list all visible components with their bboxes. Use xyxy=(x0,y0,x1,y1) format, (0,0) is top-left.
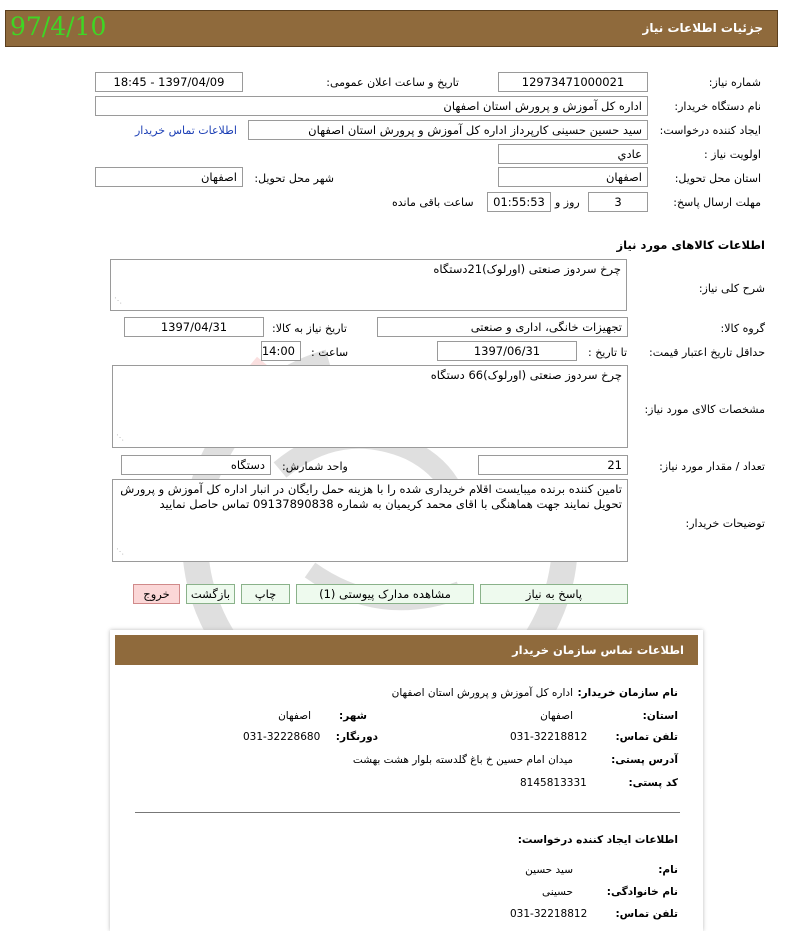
group-field: تجهیزات خانگی، اداری و صنعتی xyxy=(377,317,628,337)
validity-date-field: 1397/06/31 xyxy=(437,341,577,361)
deadline-days-unit: روز و xyxy=(555,196,580,209)
org-value: اداره کل آموزش و پرورش استان اصفهان xyxy=(391,687,573,699)
creator-phone-label: تلفن تماس: xyxy=(615,908,678,920)
address-label: آدرس پستی: xyxy=(611,754,678,766)
deadline-days-field: 3 xyxy=(588,192,648,212)
org-label: نام سازمان خریدار: xyxy=(577,687,678,699)
contact-fax-label: دورنگار: xyxy=(335,731,378,743)
summary-text: چرخ سردوز صنعتی (اورلوک)21دستگاه xyxy=(433,262,621,276)
unit-field: دستگاه xyxy=(121,455,271,475)
need-number-field: 12973471000021 xyxy=(498,72,648,92)
contact-fax-value: 031-32228680 xyxy=(243,731,321,743)
validity-label: حداقل تاریخ اعتبار قیمت: xyxy=(649,346,765,359)
city-field: اصفهان xyxy=(95,167,243,187)
province-label: استان محل تحویل: xyxy=(674,172,761,185)
requester-label: ایجاد کننده درخواست: xyxy=(659,124,761,137)
specs-textarea[interactable] xyxy=(112,365,628,448)
goods-section-title: اطلاعات کالاهای مورد نیاز xyxy=(616,238,765,252)
header-bar xyxy=(5,10,778,47)
deadline-remaining-label: ساعت باقی مانده xyxy=(392,196,474,209)
summary-label: شرح کلی نیاز: xyxy=(698,282,765,295)
resize-grip-icon: ⋰ xyxy=(116,547,124,556)
respond-button[interactable]: پاسخ به نیاز xyxy=(480,584,628,604)
qty-field: 21 xyxy=(478,455,628,475)
contact-province-label: استان: xyxy=(642,710,678,722)
contact-card-header xyxy=(115,635,698,665)
contact-city-value: اصفهان xyxy=(278,710,311,722)
time-field: 14:00 xyxy=(261,341,301,361)
validity-until-label: تا تاریخ : xyxy=(588,346,627,359)
resize-grip-icon: ⋰ xyxy=(116,433,124,442)
page-title: جزئیات اطلاعات نیاز xyxy=(642,21,763,35)
province-field: اصفهان xyxy=(498,167,648,187)
notes-textarea[interactable] xyxy=(112,479,628,562)
city-label: شهر محل تحویل: xyxy=(254,172,334,185)
buyer-contact-link[interactable]: اطلاعات تماس خریدار xyxy=(135,124,237,137)
resize-grip-icon: ⋰ xyxy=(114,296,122,305)
date-stamp: 97/4/10 xyxy=(10,12,107,41)
creator-name-value: سید حسین xyxy=(525,864,573,876)
notes-label: توضیحات خریدار: xyxy=(685,517,765,530)
priority-field: عادي xyxy=(498,144,648,164)
contact-phone-value: 031-32218812 xyxy=(510,731,588,743)
need-date-label: تاریخ نیاز به کالا: xyxy=(272,322,347,335)
contact-phone-label: تلفن تماس: xyxy=(615,731,678,743)
summary-textarea[interactable] xyxy=(110,259,627,311)
group-label: گروه کالا: xyxy=(720,322,765,335)
deadline-label: مهلت ارسال پاسخ: xyxy=(673,196,761,209)
qty-label: تعداد / مقدار مورد نیاز: xyxy=(659,460,765,473)
contact-city-label: شهر: xyxy=(339,710,367,722)
need-number-label: شماره نیاز: xyxy=(708,76,761,89)
attachments-button[interactable]: مشاهده مدارک پیوستی (1) xyxy=(296,584,474,604)
notes-text: تامین کننده برنده میبایست اقلام خریداری شده را با هزینه حمل رایگان در انبار اداره کل آموزش و پرورش تحویل نمایند جهت هماهنگی با اقای محمد کریمیان به شماره 09137890838 تماس حاصل نمایید xyxy=(120,482,622,511)
creator-phone-value: 031-32218812 xyxy=(510,908,588,920)
address-value: میدان امام حسین خ باغ گلدسته بلوار هشت بهشت xyxy=(352,754,573,766)
announce-field: 1397/04/09 - 18:45 xyxy=(95,72,243,92)
time-label: ساعت : xyxy=(311,346,349,359)
priority-label: اولویت نیاز : xyxy=(703,148,761,161)
need-date-field: 1397/04/31 xyxy=(124,317,264,337)
buyer-label: نام دستگاه خریدار: xyxy=(674,100,761,113)
specs-text: چرخ سردوز صنعتی (اورلوک)66 دستگاه xyxy=(430,368,622,382)
unit-label: واحد شمارش: xyxy=(282,460,348,473)
creator-section-title: اطلاعات ایجاد کننده درخواست: xyxy=(517,834,678,846)
buyer-field: اداره کل آموزش و پرورش استان اصفهان xyxy=(95,96,648,116)
contact-province-value: اصفهان xyxy=(540,710,573,722)
exit-button[interactable]: خروج xyxy=(133,584,180,604)
specs-label: مشخصات کالای مورد نیاز: xyxy=(644,403,765,416)
back-button[interactable]: بازگشت xyxy=(186,584,235,604)
creator-family-value: حسینی xyxy=(542,886,573,898)
print-button[interactable]: چاپ xyxy=(241,584,290,604)
requester-field: سید حسین حسینی کارپرداز اداره کل آموزش و پرورش استان اصفهان xyxy=(248,120,648,140)
deadline-time-field: 01:55:53 xyxy=(487,192,551,212)
creator-family-label: نام خانوادگی: xyxy=(606,886,678,898)
divider xyxy=(135,812,680,813)
announce-label: تاریخ و ساعت اعلان عمومی: xyxy=(326,76,459,89)
postal-value: 8145813331 xyxy=(520,777,587,789)
contact-card-title: اطلاعات تماس سازمان خریدار xyxy=(512,643,684,657)
postal-label: کد پستی: xyxy=(628,777,678,789)
contact-card xyxy=(110,630,703,931)
creator-name-label: نام: xyxy=(658,864,678,876)
